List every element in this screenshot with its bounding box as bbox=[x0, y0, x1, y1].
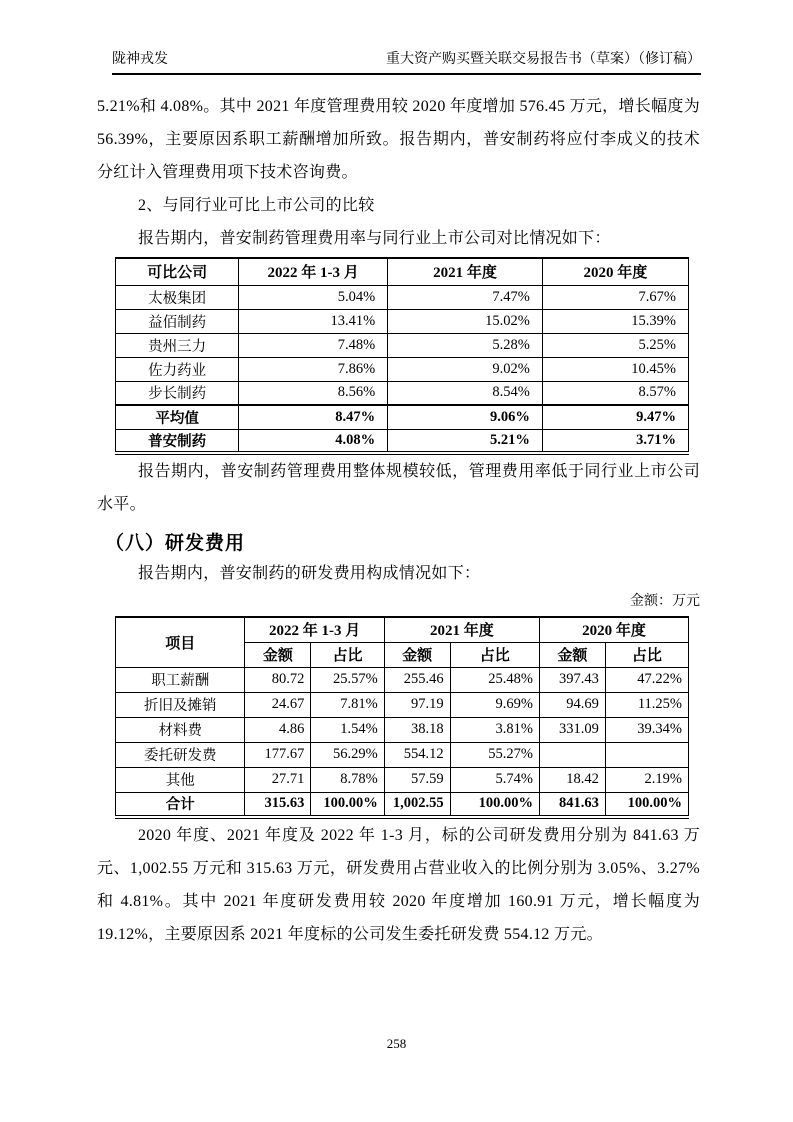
management-fee-comparison-table bbox=[115, 257, 689, 455]
value-cell: 11.25% bbox=[605, 692, 688, 717]
value-cell: 1.54% bbox=[311, 717, 384, 742]
value-cell: 18.42 bbox=[539, 767, 605, 792]
value-cell: 5.74% bbox=[450, 767, 539, 792]
value-cell: 10.45% bbox=[542, 357, 688, 381]
column-header-company: 可比公司 bbox=[116, 258, 239, 285]
column-header-2020: 2020 年度 bbox=[542, 258, 688, 285]
value-cell: 9.06% bbox=[388, 405, 543, 429]
subheader-amount-2020: 金额 bbox=[539, 642, 605, 667]
value-cell bbox=[605, 742, 688, 767]
table-row bbox=[116, 717, 689, 742]
row-label-cell: 折旧及摊销 bbox=[116, 692, 245, 717]
value-cell: 331.09 bbox=[539, 717, 605, 742]
page-content bbox=[97, 90, 700, 951]
value-cell bbox=[539, 742, 605, 767]
value-cell: 7.47% bbox=[388, 285, 543, 309]
subheading-industry-comparison: 2、与同行业可比上市公司的比较 bbox=[138, 197, 375, 214]
row-label-cell: 益佰制药 bbox=[116, 309, 239, 333]
value-cell: 8.57% bbox=[542, 381, 688, 405]
unit-label: 金额：万元 bbox=[630, 594, 700, 609]
paragraph-rd-intro: 报告期内，普安制药的研发费用构成情况如下： bbox=[138, 565, 481, 582]
table-row bbox=[116, 381, 689, 405]
value-cell: 39.34% bbox=[605, 717, 688, 742]
value-cell: 841.63 bbox=[539, 792, 605, 817]
value-cell: 7.48% bbox=[239, 333, 388, 357]
table-row bbox=[116, 667, 689, 692]
subheader-amount-2021: 金额 bbox=[384, 642, 450, 667]
value-cell: 5.21% bbox=[388, 429, 543, 453]
table-row bbox=[116, 357, 689, 381]
value-cell: 47.22% bbox=[605, 667, 688, 692]
row-label-cell: 普安制药 bbox=[116, 429, 239, 453]
value-cell: 7.67% bbox=[542, 285, 688, 309]
table-row bbox=[116, 405, 689, 429]
value-cell: 94.69 bbox=[539, 692, 605, 717]
table-row bbox=[116, 692, 689, 717]
subheader-amount-2022q1: 金额 bbox=[245, 642, 311, 667]
value-cell: 55.27% bbox=[450, 742, 539, 767]
value-cell: 9.02% bbox=[388, 357, 543, 381]
paragraph-comparison-intro: 报告期内，普安制药管理费用率与同行业上市公司对比情况如下： bbox=[138, 230, 611, 247]
column-header-item: 项目 bbox=[116, 617, 245, 667]
value-cell: 5.25% bbox=[542, 333, 688, 357]
value-cell: 80.72 bbox=[245, 667, 311, 692]
column-header-2022q1: 2022 年 1-3 月 bbox=[239, 258, 388, 285]
value-cell: 8.47% bbox=[239, 405, 388, 429]
column-header-2021: 2021 年度 bbox=[388, 258, 543, 285]
table-row bbox=[116, 285, 689, 309]
value-cell: 7.86% bbox=[239, 357, 388, 381]
page-footer bbox=[0, 1036, 793, 1052]
table-row bbox=[116, 742, 689, 767]
value-cell: 315.63 bbox=[245, 792, 311, 817]
row-label-cell: 其他 bbox=[116, 767, 245, 792]
page-number: 258 bbox=[386, 1036, 407, 1051]
value-cell: 15.02% bbox=[388, 309, 543, 333]
value-cell: 4.08% bbox=[239, 429, 388, 453]
value-cell: 24.67 bbox=[245, 692, 311, 717]
header-right-title: 重大资产购买暨关联交易报告书（草案）（修订稿） bbox=[386, 52, 701, 67]
value-cell: 100.00% bbox=[605, 792, 688, 817]
table-header-row bbox=[116, 258, 689, 285]
value-cell: 554.12 bbox=[384, 742, 450, 767]
column-header-2020: 2020 年度 bbox=[539, 617, 688, 642]
row-label-cell: 贵州三力 bbox=[116, 333, 239, 357]
value-cell: 100.00% bbox=[311, 792, 384, 817]
value-cell: 38.18 bbox=[384, 717, 450, 742]
value-cell: 57.59 bbox=[384, 767, 450, 792]
value-cell: 9.69% bbox=[450, 692, 539, 717]
value-cell: 25.57% bbox=[311, 667, 384, 692]
table-row bbox=[116, 767, 689, 792]
value-cell: 8.78% bbox=[311, 767, 384, 792]
value-cell: 397.43 bbox=[539, 667, 605, 692]
value-cell: 13.41% bbox=[239, 309, 388, 333]
value-cell: 5.04% bbox=[239, 285, 388, 309]
paragraph-rd-analysis: 2020 年度、2021 年度及 2022 年 1-3 月，标的公司研发费用分别为 841.63 万元、1,002.55 万元和 315.63 万元，研发费用占营业收入的比例分别为 3.05%、3.27%和 4.81%。其中 2021 年度研发费用较 2020 年度增加 160.91 万元，增长幅度为 19.12%，主要原因系 2021 年度标的公司发生委托研发费 554.12 万元。 bbox=[97, 827, 700, 943]
value-cell: 56.29% bbox=[311, 742, 384, 767]
value-cell: 97.19 bbox=[384, 692, 450, 717]
row-label-cell: 佐力药业 bbox=[116, 357, 239, 381]
value-cell: 1,002.55 bbox=[384, 792, 450, 817]
row-label-cell: 步长制药 bbox=[116, 381, 239, 405]
header-left-title: 陇神戎发 bbox=[112, 52, 168, 67]
table-row bbox=[116, 792, 689, 817]
paragraph-conclusion: 报告期内，普安制药管理费用整体规模较低，管理费用率低于同行业上市公司水平。 bbox=[97, 463, 700, 513]
table-row bbox=[116, 333, 689, 357]
page-header bbox=[112, 48, 701, 75]
row-label-cell: 职工薪酬 bbox=[116, 667, 245, 692]
row-label-cell: 委托研发费 bbox=[116, 742, 245, 767]
value-cell: 177.67 bbox=[245, 742, 311, 767]
table-row bbox=[116, 429, 689, 453]
value-cell: 7.81% bbox=[311, 692, 384, 717]
column-header-2021: 2021 年度 bbox=[384, 617, 539, 642]
rd-expense-composition-table bbox=[115, 616, 689, 819]
subheader-share-2020: 占比 bbox=[605, 642, 688, 667]
value-cell: 27.71 bbox=[245, 767, 311, 792]
subheader-share-2021: 占比 bbox=[450, 642, 539, 667]
value-cell: 25.48% bbox=[450, 667, 539, 692]
row-label-cell: 太极集团 bbox=[116, 285, 239, 309]
value-cell: 3.81% bbox=[450, 717, 539, 742]
row-label-cell: 合计 bbox=[116, 792, 245, 817]
column-header-2022q1: 2022 年 1-3 月 bbox=[245, 617, 384, 642]
value-cell: 8.56% bbox=[239, 381, 388, 405]
table-header-row-periods bbox=[116, 617, 689, 642]
paragraph-management-fee: 5.21%和 4.08%。其中 2021 年度管理费用较 2020 年度增加 576.45 万元，增长幅度为 56.39%，主要原因系职工薪酬增加所致。报告期内，普安制药将应付李成义的技术分红计入管理费用项下技术咨询费。 bbox=[97, 98, 700, 181]
section-heading-rd-expense: （八）研发费用 bbox=[105, 533, 246, 554]
value-cell: 5.28% bbox=[388, 333, 543, 357]
value-cell: 2.19% bbox=[605, 767, 688, 792]
value-cell: 9.47% bbox=[542, 405, 688, 429]
row-label-cell: 平均值 bbox=[116, 405, 239, 429]
subheader-share-2022q1: 占比 bbox=[311, 642, 384, 667]
table-row bbox=[116, 309, 689, 333]
value-cell: 255.46 bbox=[384, 667, 450, 692]
value-cell: 4.86 bbox=[245, 717, 311, 742]
row-label-cell: 材料费 bbox=[116, 717, 245, 742]
value-cell: 8.54% bbox=[388, 381, 543, 405]
value-cell: 100.00% bbox=[450, 792, 539, 817]
value-cell: 3.71% bbox=[542, 429, 688, 453]
value-cell: 15.39% bbox=[542, 309, 688, 333]
